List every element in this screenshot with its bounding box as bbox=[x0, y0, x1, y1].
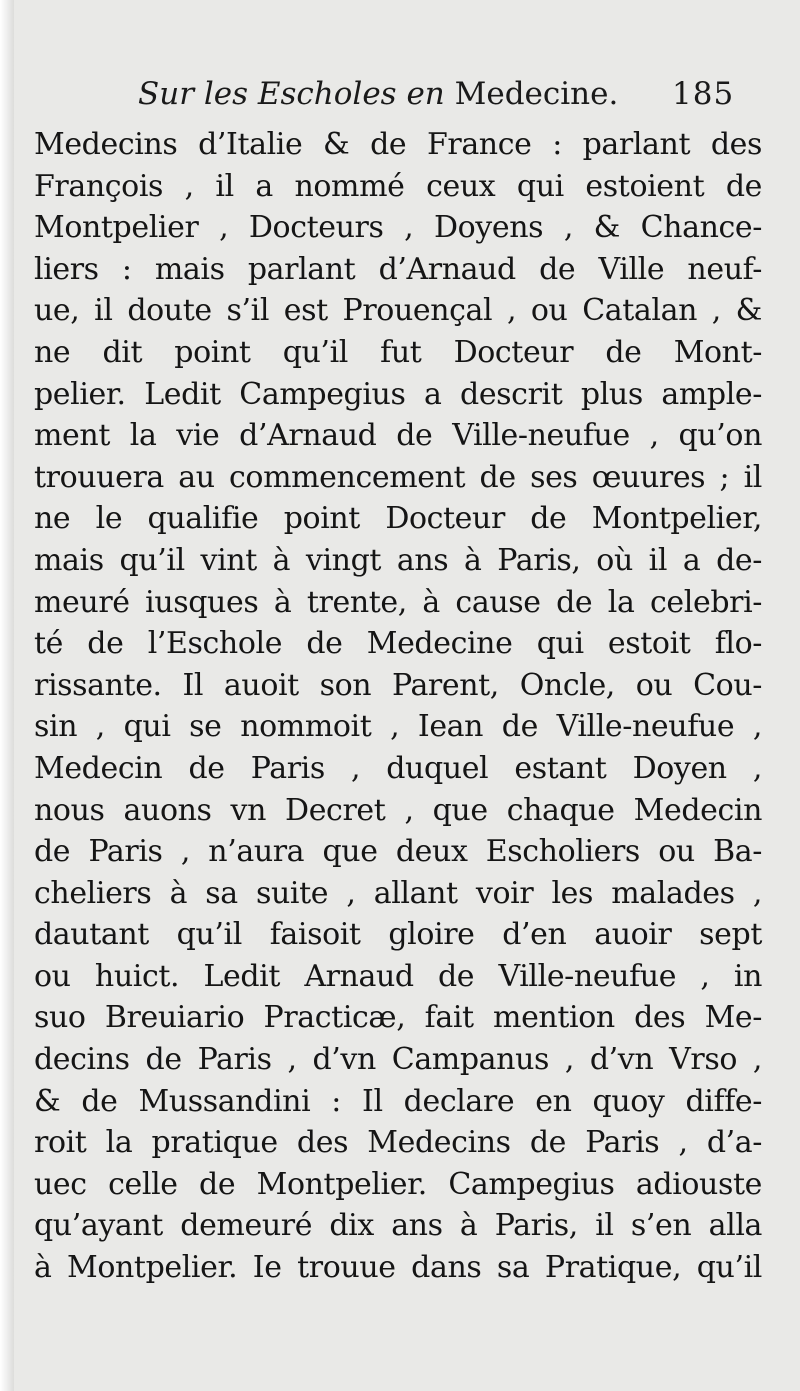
text-line: Medecin de Paris , duquel estant Doyen , bbox=[34, 750, 762, 786]
text-line: liers : mais parlant d’Arnaud de Ville neuf- bbox=[34, 251, 762, 287]
text-line: dautant qu’il faisoit gloire d’en auoir sept bbox=[34, 917, 762, 953]
text-line: roit la pratique des Medecins de Paris , d’a- bbox=[34, 1125, 762, 1161]
text-line: ue, il doute s’il est Prouençal , ou Catalan , & bbox=[34, 293, 762, 329]
text-line: nous auons vn Decret , que chaque Medecin bbox=[34, 792, 762, 828]
text-line: pelier. Ledit Campegius a descrit plus ample- bbox=[34, 376, 762, 412]
text-line: ne dit point qu’il fut Docteur de Mont- bbox=[34, 334, 762, 370]
text-line: sin , qui se nommoit , Iean de Ville-neufue , bbox=[34, 709, 762, 745]
text-line: & de Mussandini : Il declare en quoy diffe- bbox=[34, 1083, 762, 1119]
text-line: mais qu’il vint à vingt ans à Paris, où il a de- bbox=[34, 542, 762, 578]
running-head-roman: Medecine. bbox=[454, 76, 619, 112]
text-line: Medecins d’Italie & de France : parlant des bbox=[34, 127, 762, 162]
text-line: François , il a nommé ceux qui estoient de bbox=[34, 168, 762, 204]
text-line: cheliers à sa suite , allant voir les malades , bbox=[34, 875, 762, 911]
text-line: de Paris , n’aura que deux Escholiers ou Ba- bbox=[34, 834, 762, 870]
text-line: qu’ayant demeuré dix ans à Paris, il s’en alla bbox=[34, 1208, 762, 1244]
text-line: ou huict. Ledit Arnaud de Ville-neufue , in bbox=[34, 958, 762, 994]
text-line: à Montpelier. Ie trouue dans sa Pratique, qu’il bbox=[34, 1250, 762, 1286]
text-line: té de l’Eschole de Medecine qui estoit flo- bbox=[34, 626, 762, 662]
text-line: ne le qualifie point Docteur de Montpelier, bbox=[34, 501, 762, 537]
text-line: trouuera au commencement de ses œuures ; il bbox=[34, 459, 762, 495]
page-gutter-edge bbox=[0, 0, 14, 1391]
body-text bbox=[34, 124, 762, 1289]
text-line: uec celle de Montpelier. Campegius adiouste bbox=[34, 1166, 762, 1202]
text-line: ment la vie d’Arnaud de Ville-neufue , qu’on bbox=[34, 418, 762, 454]
page-number: 185 bbox=[672, 76, 735, 112]
text-line: rissante. Il auoit son Parent, Oncle, ou Cou- bbox=[34, 667, 762, 703]
text-line: suo Breuiario Practicæ, fait mention des Me- bbox=[34, 1000, 762, 1036]
text-line: Montpelier , Docteurs , Doyens , & Chance- bbox=[34, 210, 762, 246]
text-line: decins de Paris , d’vn Campanus , d’vn Vrso , bbox=[34, 1042, 762, 1078]
running-head-italic: Sur les Escholes en bbox=[138, 76, 455, 112]
running-head bbox=[138, 76, 618, 112]
text-line: meuré iusques à trente, à cause de la celebri- bbox=[34, 584, 762, 620]
page-header bbox=[0, 72, 800, 122]
